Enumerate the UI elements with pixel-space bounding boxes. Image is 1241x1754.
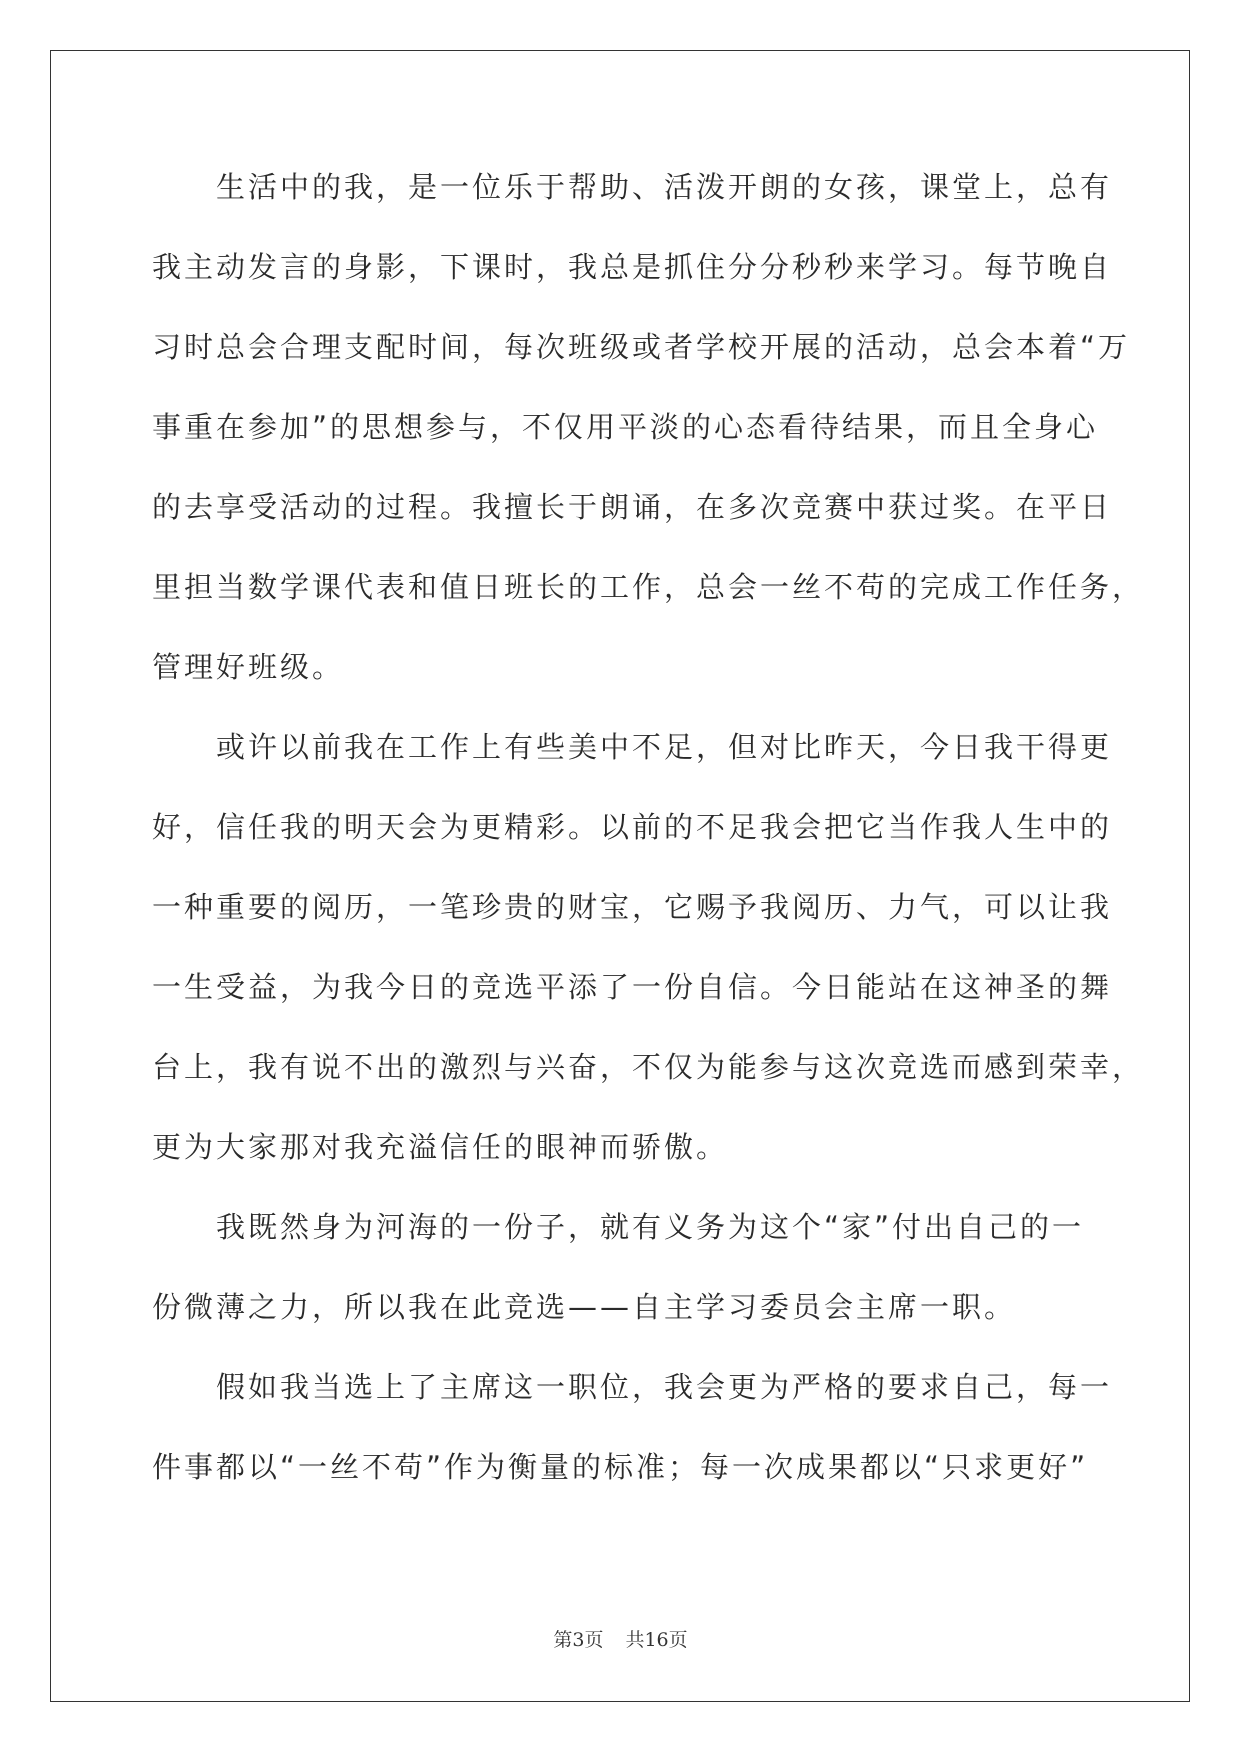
text-line: 台上，我有说不出的激烈与兴奋，不仅为能参与这次竞选而感到荣幸， bbox=[152, 1050, 1145, 1084]
paragraph-2 bbox=[152, 707, 1145, 1187]
text-line: 管理好班级。 bbox=[152, 650, 345, 684]
paragraph-4 bbox=[152, 1347, 1113, 1507]
page-total: 共16页 bbox=[625, 1629, 688, 1651]
text-line: 我既然身为河海的一份子，就有义务为这个“家”付出自己的一 bbox=[216, 1210, 1085, 1244]
paragraph-1 bbox=[152, 147, 1145, 707]
page-footer bbox=[0, 1625, 1241, 1652]
page-number: 第3页 bbox=[553, 1629, 604, 1651]
paragraph-3 bbox=[152, 1187, 1092, 1347]
text-line: 我主动发言的身影，下课时，我总是抓住分分秒秒来学习。每节晚自 bbox=[152, 250, 1113, 284]
text-line: 一种重要的阅历，一笔珍贵的财宝，它赐予我阅历、力气，可以让我 bbox=[152, 890, 1113, 924]
text-line: 习时总会合理支配时间，每次班级或者学校开展的活动，总会本着“万 bbox=[152, 330, 1131, 364]
text-line: 或许以前我在工作上有些美中不足，但对比昨天，今日我干得更 bbox=[216, 730, 1113, 764]
text-line: 里担当数学课代表和值日班长的工作，总会一丝不苟的完成工作任务， bbox=[152, 570, 1145, 604]
text-line: 好，信任我的明天会为更精彩。以前的不足我会把它当作我人生中的 bbox=[152, 810, 1113, 844]
text-line: 的去享受活动的过程。我擅长于朗诵，在多次竞赛中获过奖。在平日 bbox=[152, 490, 1113, 524]
text-line: 件事都以“一丝不苟”作为衡量的标准；每一次成果都以“只求更好” bbox=[152, 1450, 1089, 1484]
text-line: 事重在参加”的思想参与，不仅用平淡的心态看待结果，而且全身心 bbox=[152, 410, 1099, 444]
text-line: 份微薄之力，所以我在此竞选——自主学习委员会主席一职。 bbox=[152, 1290, 1017, 1324]
text-line: 一生受益，为我今日的竞选平添了一份自信。今日能站在这神圣的舞 bbox=[152, 970, 1113, 1004]
text-line: 假如我当选上了主席这一职位，我会更为严格的要求自己，每一 bbox=[216, 1370, 1113, 1404]
text-line: 生活中的我，是一位乐于帮助、活泼开朗的女孩，课堂上，总有 bbox=[216, 170, 1113, 204]
text-line: 更为大家那对我充溢信任的眼神而骄傲。 bbox=[152, 1130, 729, 1164]
document-body bbox=[152, 147, 1145, 1507]
